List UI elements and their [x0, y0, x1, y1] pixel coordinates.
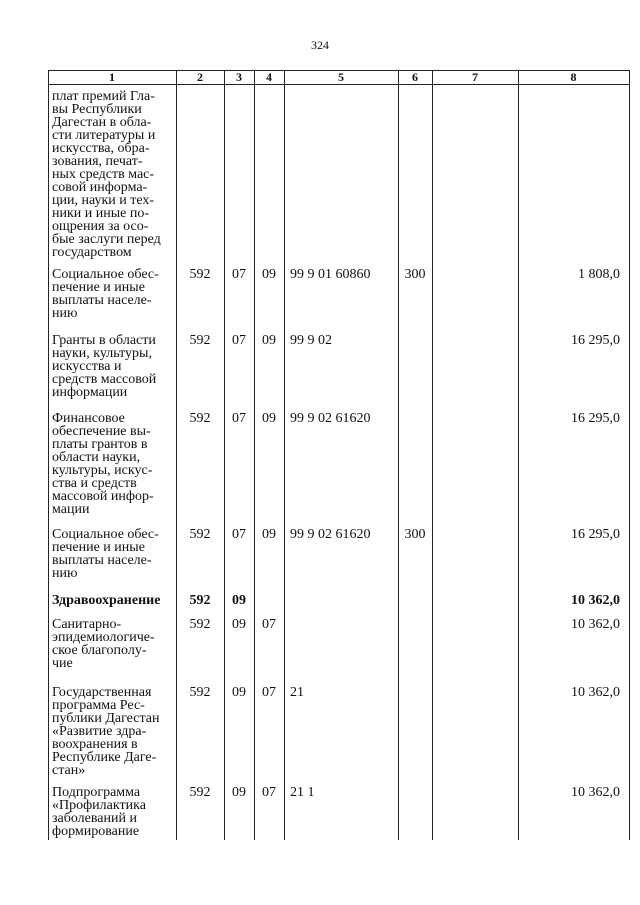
- row-amount: 10 362,0: [571, 593, 620, 608]
- row-amount: 16 295,0: [571, 527, 620, 542]
- row-subsection: 09: [262, 411, 276, 426]
- row-name: Государственная программа Рес- публики Дагестан «Развитие здра- воохранения в Республике Даге- стан»: [52, 685, 160, 778]
- row-section: 07: [232, 411, 246, 426]
- header-col-5: 5: [338, 70, 344, 84]
- row-amount: 10 362,0: [571, 617, 620, 632]
- header-col-1: 1: [109, 70, 115, 84]
- header-bottom-border: [48, 84, 630, 85]
- row-code: 592: [189, 411, 211, 426]
- col-border: [398, 70, 399, 840]
- row-section: 09: [232, 685, 246, 700]
- col-border: [224, 70, 225, 840]
- budget-table: [48, 70, 630, 840]
- header-col-8: 8: [570, 70, 577, 84]
- row-name: Санитарно- эпидемиологиче- ское благополу- чие: [52, 617, 155, 671]
- row-target-article: 21 1: [290, 785, 315, 800]
- row-subsection: 09: [262, 527, 276, 542]
- row-expense-type: 300: [404, 267, 426, 282]
- col-border: [629, 70, 630, 840]
- header-col-7: 7: [472, 70, 478, 84]
- row-section: 07: [232, 527, 246, 542]
- row-subsection: 09: [262, 333, 276, 348]
- header-col-2: 2: [197, 70, 203, 84]
- row-section: 09: [232, 785, 246, 800]
- row-code: 592: [189, 593, 211, 608]
- row-code: 592: [189, 617, 211, 632]
- row-code: 592: [189, 785, 211, 800]
- row-subsection: 07: [262, 785, 276, 800]
- row-section: 09: [232, 617, 246, 632]
- header-col-4: 4: [266, 70, 272, 84]
- row-target-article: 99 9 01 60860: [290, 267, 371, 282]
- row-expense-type: 300: [404, 527, 426, 542]
- row-name: плат премий Гла- вы Республики Дагестан в обла- сти литературы и искусства, обра- зования, печат- ных средств мас- совой информа- ции, науки и тех- ники и иные по- ощрения за осо- бые заслуги перед государством: [52, 89, 161, 260]
- row-target-article: 21: [290, 685, 304, 700]
- row-target-article: 99 9 02: [290, 333, 332, 348]
- row-amount: 16 295,0: [571, 333, 620, 348]
- row-code: 592: [189, 333, 211, 348]
- row-subsection: 09: [262, 267, 276, 282]
- row-amount: 1 808,0: [578, 267, 620, 282]
- row-name: Социальное обес- печение и иные выплаты населе- нию: [52, 527, 159, 581]
- row-code: 592: [189, 527, 211, 542]
- header-col-6: 6: [412, 70, 418, 84]
- row-target-article: 99 9 02 61620: [290, 527, 371, 542]
- row-amount: 10 362,0: [571, 685, 620, 700]
- row-subsection: 07: [262, 685, 276, 700]
- page-number: 324: [311, 38, 329, 52]
- header-col-3: 3: [236, 70, 242, 84]
- row-name: Здравоохранение: [52, 593, 161, 608]
- col-border: [432, 70, 433, 840]
- row-amount: 16 295,0: [571, 411, 620, 426]
- row-section: 09: [232, 593, 246, 608]
- row-target-article: 99 9 02 61620: [290, 411, 371, 426]
- row-section: 07: [232, 333, 246, 348]
- row-code: 592: [189, 685, 211, 700]
- row-section: 07: [232, 267, 246, 282]
- row-subsection: 07: [262, 617, 276, 632]
- col-border: [48, 70, 49, 840]
- row-code: 592: [189, 267, 211, 282]
- col-border: [518, 70, 519, 840]
- row-amount: 10 362,0: [571, 785, 620, 800]
- col-border: [284, 70, 285, 840]
- col-border: [254, 70, 255, 840]
- row-name: Гранты в области науки, культуры, искусства и средств массовой информации: [52, 333, 157, 400]
- row-name: Социальное обес- печение и иные выплаты населе- нию: [52, 267, 159, 321]
- row-name: Подпрограмма «Профилактика заболеваний и формирование: [52, 785, 146, 839]
- row-name: Финансовое обеспечение вы- платы грантов в области науки, культуры, искус- ства и средств массовой инфор- мации: [52, 411, 154, 517]
